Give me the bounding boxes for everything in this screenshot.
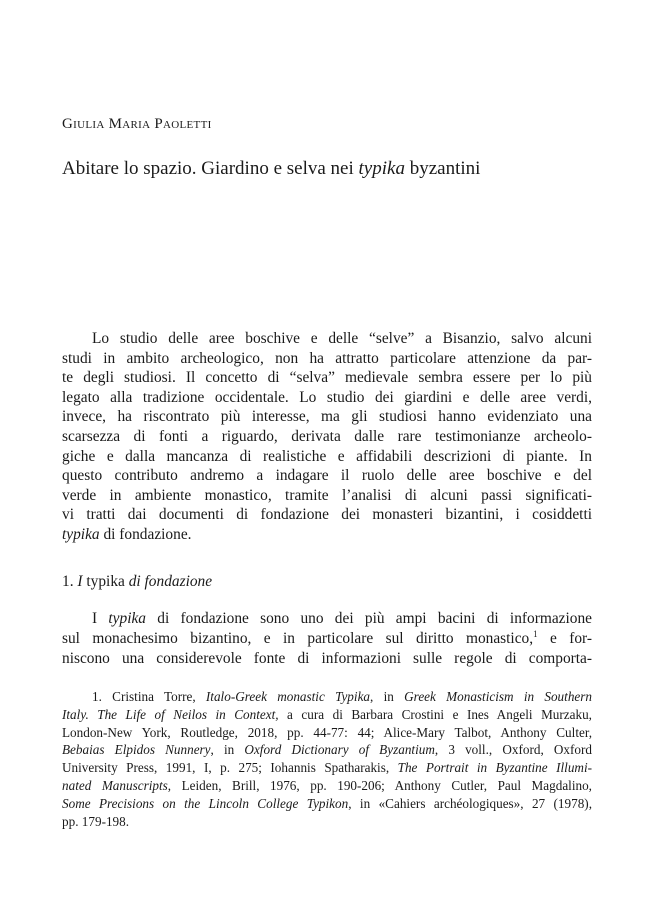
intro-line [62, 525, 592, 545]
body-line [62, 609, 592, 629]
section-roman: typika [82, 573, 129, 590]
title-italic: typika [358, 158, 405, 179]
footnote-line [62, 759, 592, 777]
footnote-line: pp. 179-198. [62, 813, 130, 829]
fn-italic: Bebaias Elpidos Nunnery [62, 742, 211, 758]
intro-line: vi tratti dai documenti di fondazione dei monasteri bizantini, i cosiddetti [62, 506, 592, 524]
intro-text: di fondazione. [99, 525, 192, 543]
article-title [62, 158, 480, 180]
body-text: I [92, 610, 109, 627]
fn-italic: The Portrait in Byzantine Illumi- [397, 760, 592, 776]
footnote-line [62, 741, 592, 759]
footnote-line [62, 706, 592, 724]
intro-line: verde in ambiente monastico, tramite l’analisi di alcuni passi significati- [62, 486, 592, 504]
fn-text: , in [210, 742, 245, 758]
intro-line: invece, ha riscontrato più interesse, ma gli studiosi hanno evidenziato una [62, 408, 592, 426]
fn-italic: nated Manuscripts [62, 777, 168, 793]
fn-text: 1. Cristina Torre, [92, 689, 206, 704]
intro-line: studi in ambito archeologico, non ha attratto particolare attenzione da par- [62, 349, 592, 367]
footnote-ref[interactable]: 1 [533, 629, 538, 639]
intro-italic: typika [62, 525, 100, 543]
fn-text: , in [370, 689, 405, 704]
fn-italic: Italy. The Life of Neilos in Context, [62, 706, 279, 722]
footnote-line [62, 688, 592, 706]
footnote-line [62, 777, 592, 795]
body-text: di fondazione sono uno dei più ampi bacini di informazione [146, 610, 592, 627]
fn-text: , in «Cahiers archéologiques», 27 (1978), [348, 795, 592, 811]
fn-italic: Some Precisions on the Lincoln College Typikon [62, 795, 349, 811]
intro-line: questo contributo andremo a indagare il ruolo delle aree boschive e del [62, 467, 592, 485]
body-text: e for- [537, 630, 592, 647]
intro-line: te degli studiosi. Il concetto di “selva” medievale sembra essere per lo più [62, 369, 592, 387]
intro-line: giche e dalla mancanza di realistiche e affidabili descrizioni di piante. In [62, 447, 592, 465]
body-text: sul monachesimo bizantino, e in particolare sul diritto monastico, [62, 630, 534, 647]
intro-paragraph [62, 329, 592, 545]
footnote [62, 688, 592, 830]
fn-text: , 3 voll., Oxford, Oxford [434, 742, 592, 758]
footnote-line [62, 795, 592, 813]
fn-italic: Greek Monasticism in Southern [404, 689, 592, 704]
fn-italic: Oxford Dictionary of Byzantium [244, 742, 435, 758]
body-italic: typika [108, 610, 146, 627]
body-paragraph [62, 609, 592, 669]
title-text-end: byzantini [404, 158, 481, 179]
section-italic-end: di fondazione [128, 573, 213, 590]
section-heading [62, 573, 212, 591]
footnote-line: London-New York, Routledge, 2018, pp. 44-77: 44; Alice-Mary Talbot, Anthony Culter, [62, 724, 592, 740]
fn-text: University Press, 1991, I, p. 275; Iohannis Spatharakis, [62, 760, 398, 776]
title-text: Abitare lo spazio. Giardino e selva nei [62, 158, 359, 179]
fn-text: a cura di Barbara Crostini e Ines Angeli Murzaku, [278, 706, 592, 722]
section-number: 1. [62, 573, 78, 590]
section-italic: I [77, 573, 83, 590]
author-name: Giulia Maria Paoletti [62, 116, 212, 132]
fn-italic: Italo-Greek monastic Typika [205, 689, 371, 704]
intro-line: legato alla tradizione occidentale. Lo studio dei giardini e delle aree verdi, [62, 388, 592, 406]
body-line [62, 629, 592, 649]
fn-text: , Leiden, Brill, 1976, pp. 190-206; Anthony Cutler, Paul Magdalino, [167, 777, 592, 793]
intro-line: Lo studio delle aree boschive e delle “selve” a Bisanzio, salvo alcuni [92, 330, 592, 347]
body-line: niscono una considerevole fonte di informazioni sulle regole di comporta- [62, 650, 592, 667]
intro-line: scarsezza di fonti a riguardo, derivata dalle rare testimonianze archeolo- [62, 427, 592, 445]
